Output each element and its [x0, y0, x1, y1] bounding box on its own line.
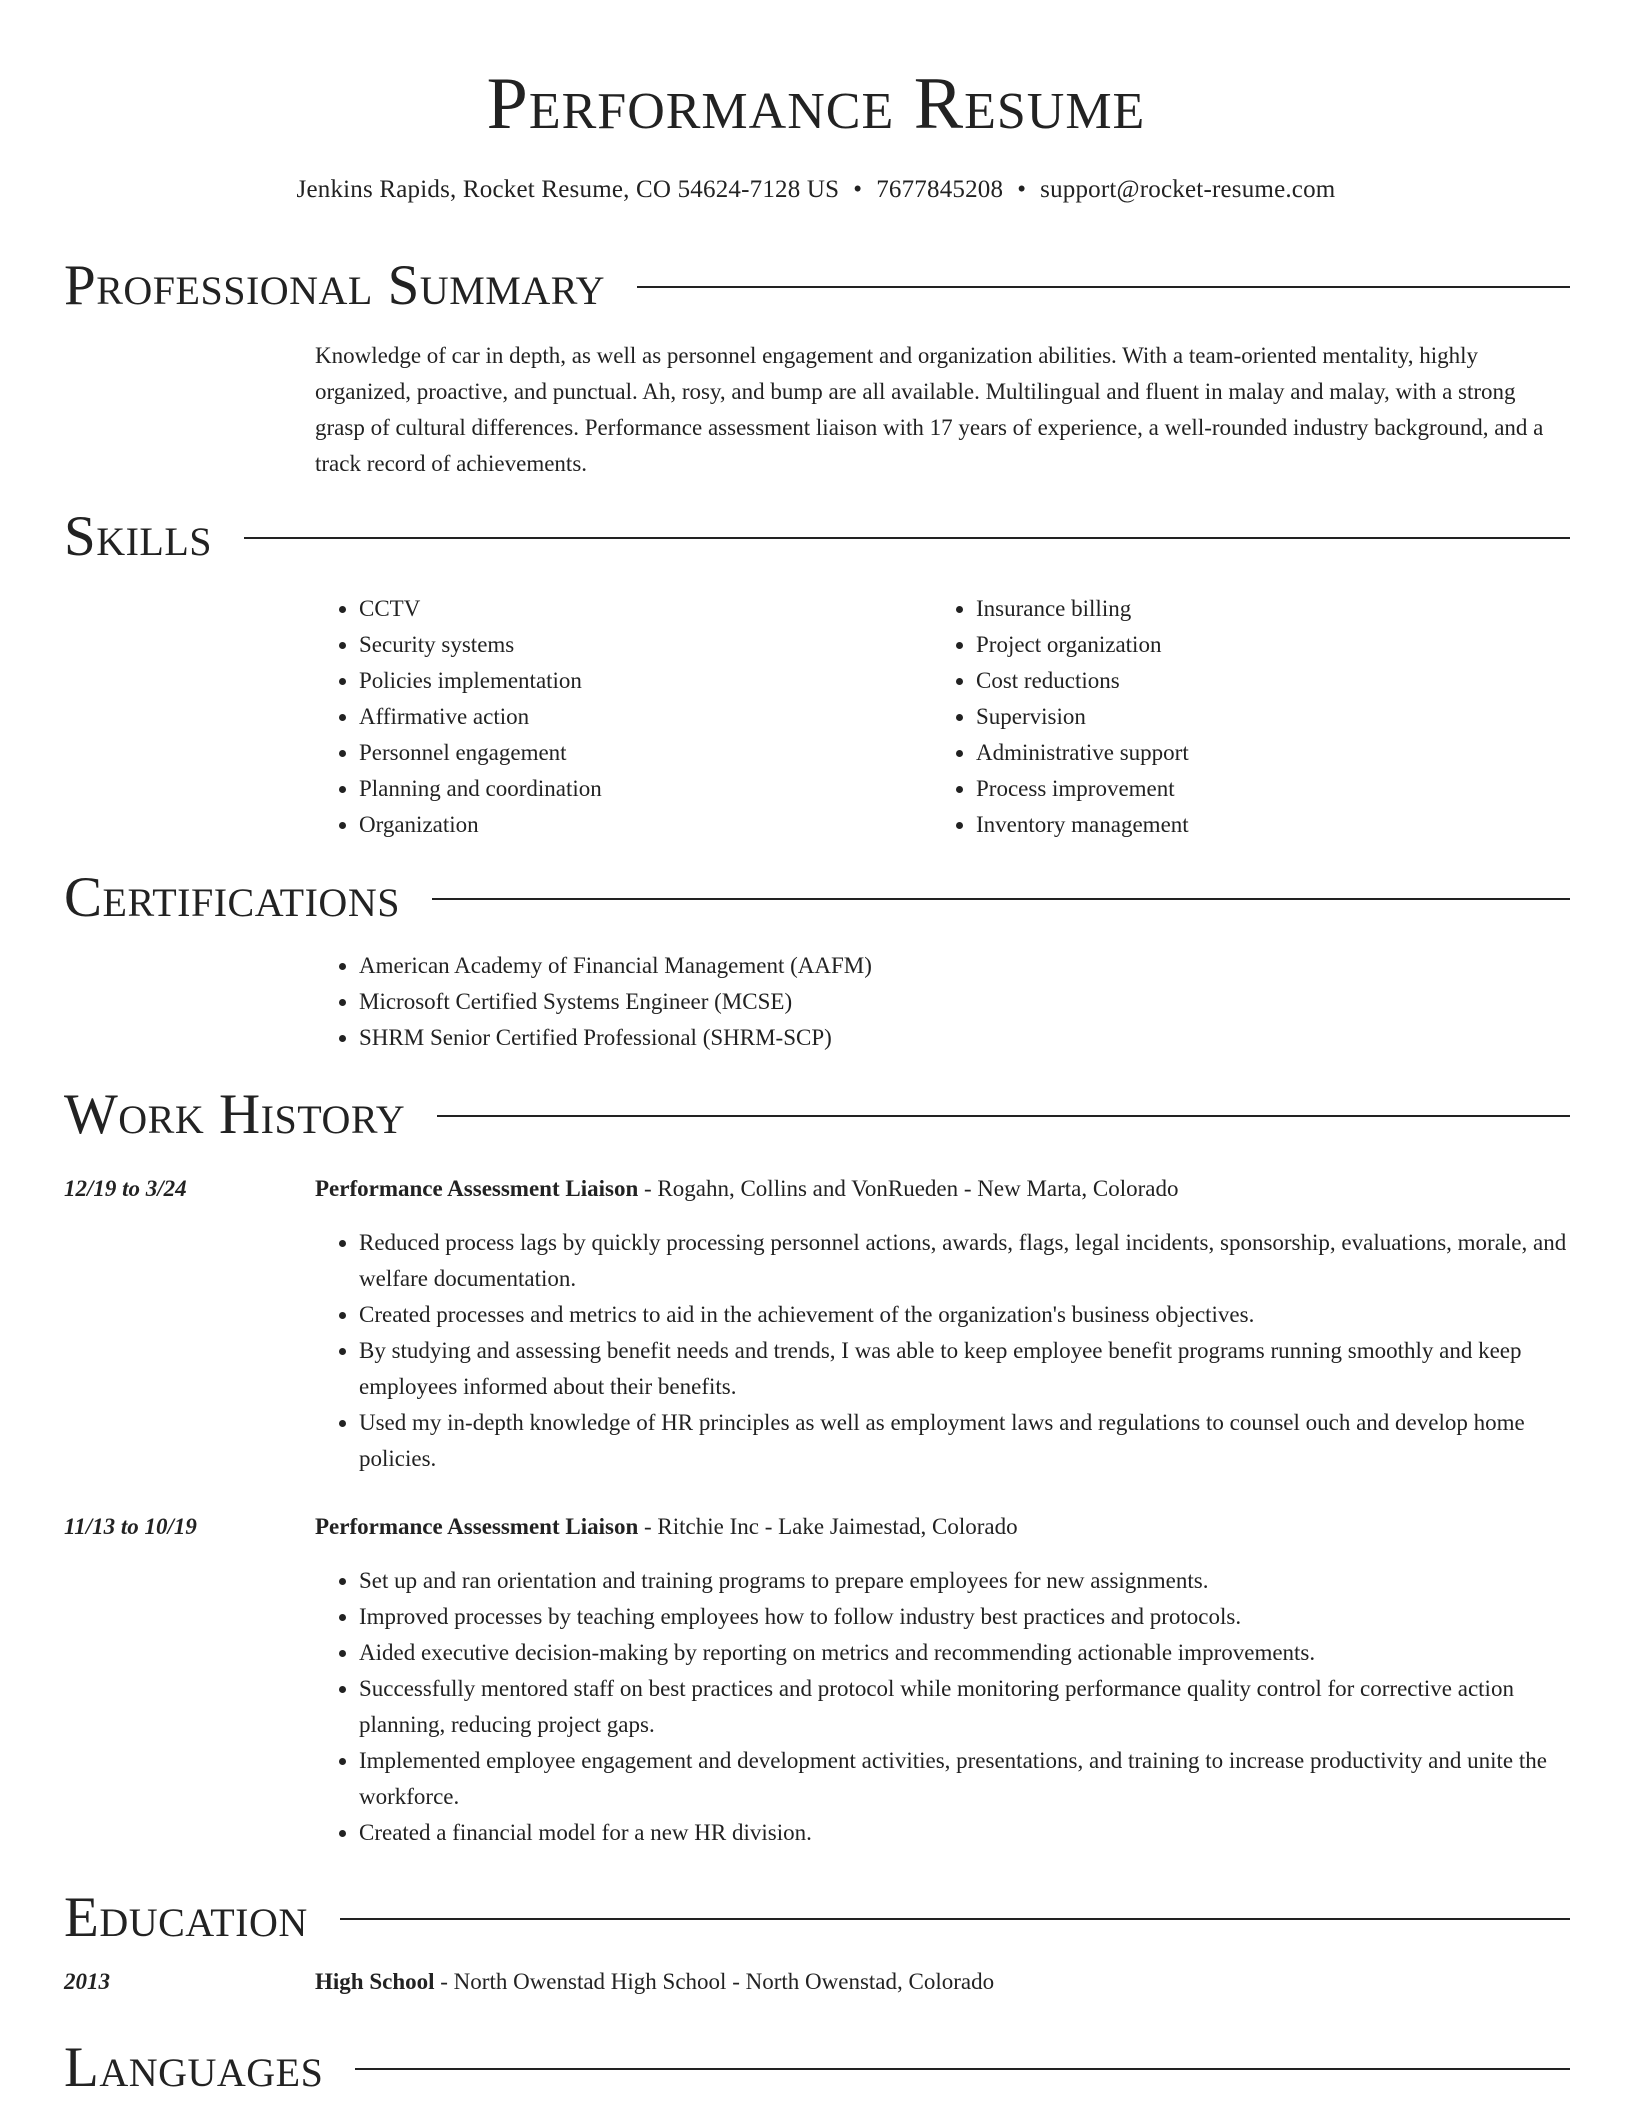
skills-list-left [315, 591, 932, 843]
job-bullet: • Improved processes by teaching employees how to follow industry best practices and protocols. [359, 1599, 1570, 1635]
skills-column-right [932, 591, 1549, 843]
job-employer: - Rogahn, Collins and VonRueden - New Marta, Colorado [638, 1176, 1179, 1201]
education-school: - North Owenstad High School - North Owenstad, Colorado [434, 1969, 995, 1994]
section-divider [637, 286, 1570, 288]
job-bullet: • Created processes and metrics to aid in the achievement of the organization's business objectives. [359, 1297, 1570, 1333]
job-bullet: • Created a financial model for a new HR division. [359, 1815, 1570, 1851]
certification-item: • American Academy of Financial Management (AAFM) [359, 948, 1570, 984]
job-employer: - Ritchie Inc - Lake Jaimestad, Colorado [638, 1514, 1018, 1539]
summary-heading: Professional Summary [64, 254, 606, 317]
skills-list-right [932, 591, 1549, 843]
section-divider [355, 2068, 1570, 2070]
skills-column-left [315, 591, 932, 843]
job-entry [64, 1171, 1570, 1477]
section-divider [437, 1115, 1570, 1117]
job-bullet: • Implemented employee engagement and development activities, presentations, and training to increase productivity and unite the workforce. [359, 1743, 1570, 1815]
contact-separator: • [853, 176, 863, 203]
work-heading-row [64, 1081, 1570, 1149]
job-bullet: • By studying and assessing benefit needs and trends, I was able to keep employee benefit programs running smoothly and keep employees informed about their benefits. [359, 1333, 1570, 1405]
languages-heading: Languages [64, 2036, 324, 2099]
section-divider [244, 537, 1570, 539]
skill-item: • Cost reductions [976, 663, 1549, 699]
education-heading: Education [64, 1886, 308, 1949]
skill-item: • CCTV [359, 591, 932, 627]
job-detail [315, 1509, 1570, 1851]
contact-email: support@rocket-resume.com [1040, 176, 1336, 203]
resume-name: Performance Resume [486, 63, 1146, 145]
job-dates: 11/13 to 10/19 [64, 1514, 197, 1539]
contact-phone: 7677845208 [876, 176, 1004, 203]
job-detail [315, 1171, 1570, 1477]
job-bullet: • Aided executive decision-making by reporting on metrics and recommending actionable improvements. [359, 1635, 1570, 1671]
certifications-heading-row [64, 864, 1570, 932]
job-bullets [315, 1563, 1570, 1851]
job-bullet: • Reduced process lags by quickly processing personnel actions, awards, flags, legal incidents, sponsorship, evaluations, morale, and welfare documentation. [359, 1225, 1570, 1297]
summary-section [64, 252, 1570, 482]
section-divider [340, 1918, 1570, 1920]
job-title: Performance Assessment Liaison [315, 1176, 639, 1201]
work-heading: Work History [64, 1083, 406, 1146]
skill-item: • Process improvement [976, 771, 1549, 807]
skill-item: • Security systems [359, 627, 932, 663]
skill-item: • Planning and coordination [359, 771, 932, 807]
skill-item: • Inventory management [976, 807, 1549, 843]
certifications-list [315, 948, 1570, 1056]
job-bullet: • Used my in-depth knowledge of HR principles as well as employment laws and regulations to counsel ouch and develop home policies. [359, 1405, 1570, 1477]
job-bullets [315, 1225, 1570, 1477]
skills-columns [315, 591, 1570, 843]
skill-item: • Personnel engagement [359, 735, 932, 771]
skills-section [64, 503, 1570, 843]
certification-item: • Microsoft Certified Systems Engineer (MCSE) [359, 984, 1570, 1020]
work-history-section [64, 1081, 1570, 1851]
contact-line [0, 172, 1632, 208]
skill-item: • Organization [359, 807, 932, 843]
job-bullet: • Successfully mentored staff on best practices and protocol while monitoring performance quality control for corrective action planning, reducing project gaps. [359, 1671, 1570, 1743]
job-bullet: • Set up and ran orientation and training programs to prepare employees for new assignments. [359, 1563, 1570, 1599]
education-section [64, 1884, 1570, 2000]
education-detail [315, 1964, 1570, 2000]
summary-text: Knowledge of car in depth, as well as personnel engagement and organization abilities. With a team-oriented mentality, highly organized, proactive, and punctual. Ah, rosy, and bump are all available. Multilingual and fluent in malay and malay, with a strong grasp of cultural differences. Performance assessment liaison with 17 years of experience, a well-rounded industry background, and a track record of achievements. [315, 343, 1544, 476]
certifications-section [64, 864, 1570, 1056]
skill-item: • Supervision [976, 699, 1549, 735]
skills-heading-row [64, 503, 1570, 571]
summary-heading-row [64, 252, 1570, 320]
education-line [315, 1964, 1570, 2000]
certification-item: • SHRM Senior Certified Professional (SHRM-SCP) [359, 1020, 1570, 1056]
skill-item: • Insurance billing [976, 591, 1549, 627]
skills-heading: Skills [64, 505, 213, 568]
job-title-line [315, 1509, 1570, 1545]
skill-item: • Administrative support [976, 735, 1549, 771]
languages-heading-row [64, 2034, 1570, 2102]
education-heading-row [64, 1884, 1570, 1952]
certifications-heading: Certifications [64, 866, 400, 929]
education-degree: High School [315, 1969, 435, 1994]
section-divider [432, 898, 1570, 900]
education-year: 2013 [64, 1969, 110, 1994]
contact-separator: • [1017, 176, 1027, 203]
languages-section [64, 2034, 1570, 2102]
skill-item: • Policies implementation [359, 663, 932, 699]
job-dates: 12/19 to 3/24 [64, 1176, 187, 1201]
contact-address: Jenkins Rapids, Rocket Resume, CO 54624-7128 US [296, 176, 840, 203]
job-title: Performance Assessment Liaison [315, 1514, 639, 1539]
education-entry [64, 1964, 1570, 2000]
skill-item: • Project organization [976, 627, 1549, 663]
job-title-line [315, 1171, 1570, 1207]
skill-item: • Affirmative action [359, 699, 932, 735]
certifications-list-wrap [315, 948, 1570, 1056]
job-entry [64, 1509, 1570, 1851]
